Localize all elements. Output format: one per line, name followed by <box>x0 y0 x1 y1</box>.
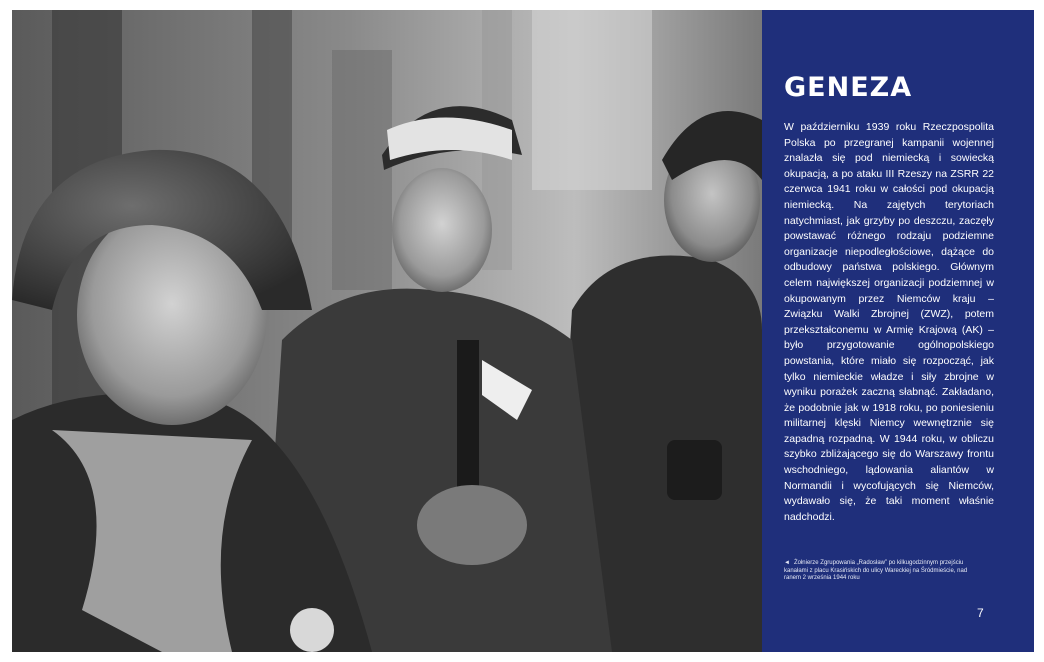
text-panel <box>762 10 1034 652</box>
section-title: GENEZA <box>784 72 913 103</box>
section-body: W październiku 1939 roku Rzeczpospolita Polska po przegranej kampanii wojennej znalazła się pod niemiecką i sowiecką okupacją, a po ataku III Rzeszy na ZSRR 22 czerwca 1941 roku w całości pod okupacją niemiecką. Na zajętych terytoriach natychmiast, jak grzyby po deszczu, zaczęły powstawać różnego rodzaju podziemne organizacje niepodległościowe, dążące do odbudowy państwa polskiego. Głównym celem największej organizacji podziemnej w okupowanym przez Niemców kraju – Związku Walki Zbrojnej (ZWZ), potem przekształconemu w Armię Krajową (AK) – było przygotowanie ogólnopolskiego powstania, które miało się rozpocząć, jak tylko niemieckie władze i siły zbrojne w wyniku porażek zaczną słabnąć. Zakładano, że podobnie jak w 1918 roku, po poniesieniu militarnej klęski Niemcy wewnętrznie się zapadną rozpadną. W 1944 roku, w obliczu szybko zbliżającego się do Warszawy frontu wschodniego, lądowania aliantów w Normandii i wycofujących się Niemców, wydawało się, że taki moment właśnie nadchodzi. <box>784 121 994 523</box>
photograph-illustration <box>12 10 762 652</box>
historical-photograph <box>12 10 762 652</box>
caption-arrow-icon: ◄ <box>784 560 790 566</box>
page-number: 7 <box>977 606 984 620</box>
caption-text: Żołnierze Zgrupowania „Radosław” po kilkugodzinnym przejściu kanałami z placu Krasińskich do ulicy Wareckiej na Śródmieście, nad ranem 2 września 1944 roku <box>784 560 968 582</box>
photo-caption <box>784 560 984 583</box>
